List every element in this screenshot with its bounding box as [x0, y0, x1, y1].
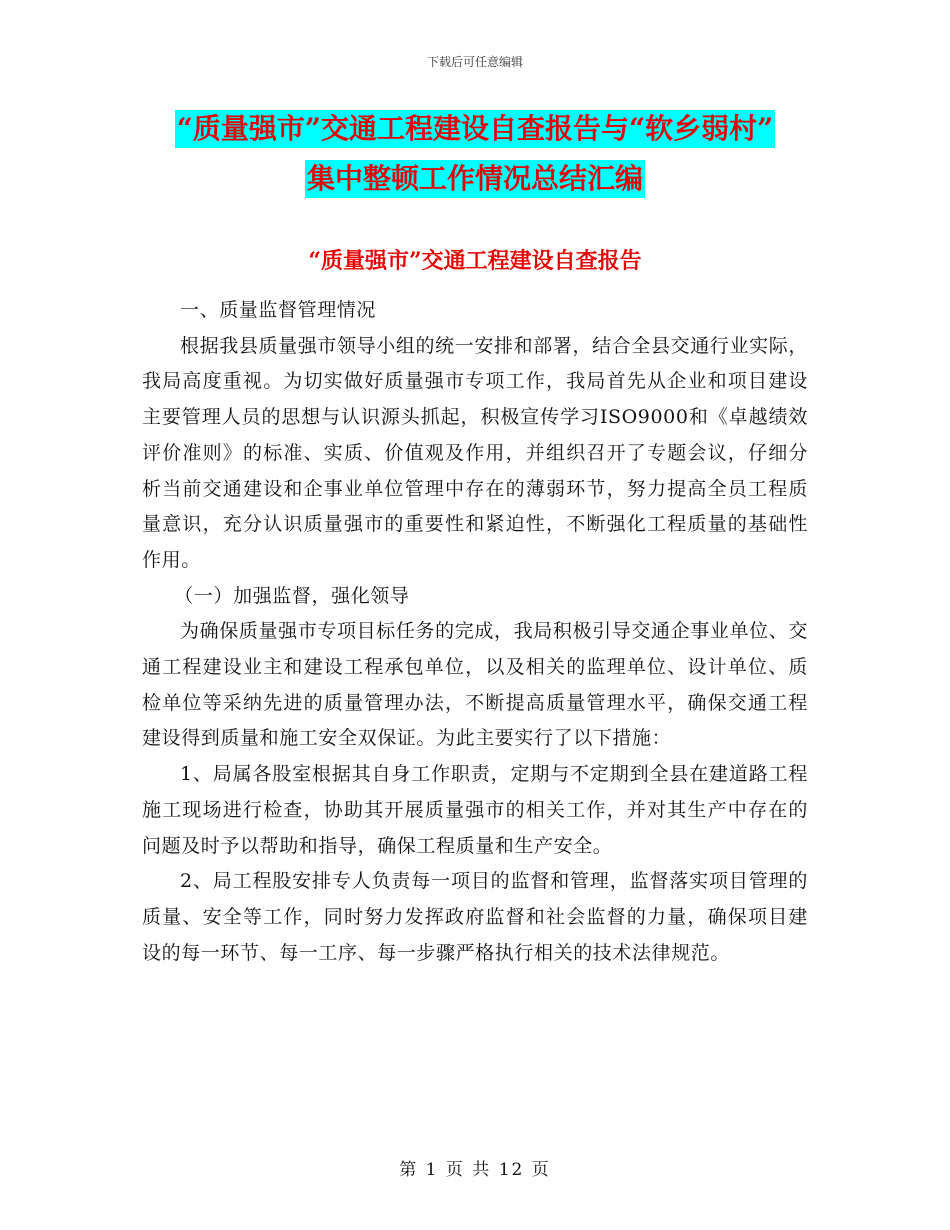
section-title: “质量强市”交通工程建设自查报告 [308, 248, 642, 274]
heading-quality-supervision: 一、质量监督管理情况 [180, 299, 377, 321]
heading-strengthen-supervision: （一）加强监督，强化领导 [174, 584, 410, 607]
document-body [142, 293, 808, 971]
title-line-2: 集中整顿工作情况总结汇编 [305, 160, 645, 198]
paragraph: 1、局属各股室根据其自身工作职责，定期与不定期到全县在建道路工程施工现场进行检查，协助其开展质量强市的相关工作，并对其生产中存在的问题及时予以帮助和指导，确保工程质量和生产安全。 [142, 763, 808, 857]
header-note: 下载后可任意编辑 [426, 55, 523, 69]
paragraph: 根据我县质量强市领导小组的统一安排和部署，结合全县交通行业实际，我局高度重视。为切实做好质量强市专项工作，我局首先从企业和项目建设主要管理人员的思想与认识源头抓起，积极宣传学习ISO9000和《卓越绩效评价准则》的标准、实质、价值观及作用，并组织召开了专题会议，仔细分析当前交通建设和企事业单位管理中存在的薄弱环节，努力提高全员工程质量意识，充分认识质量强市的重要性和紧迫性，不断强化工程质量的基础性作用。 [142, 334, 808, 571]
paragraph: 为确保质量强市专项目标任务的完成，我局积极引导交通企事业单位、交通工程建设业主和建设工程承包单位，以及相关的监理单位、设计单位、质检单位等采纳先进的质量管理办法，不断提高质量管理水平，确保交通工程建设得到质量和施工安全双保证。为此主要实行了以下措施： [142, 620, 808, 750]
title-line-1: “质量强市”交通工程建设自查报告与“软乡弱村” [175, 110, 775, 148]
paragraph: 2、局工程股安排专人负责每一项目的监督和管理，监督落实项目管理的质量、安全等工作，同时努力发挥政府监督和社会监督的力量，确保项目建设的每一环节、每一工序、每一步骤严格执行相关的技术法律规范。 [142, 870, 808, 964]
document-title [0, 110, 950, 198]
page-number-footer: 第 1 页 共 12 页 [399, 1160, 551, 1180]
